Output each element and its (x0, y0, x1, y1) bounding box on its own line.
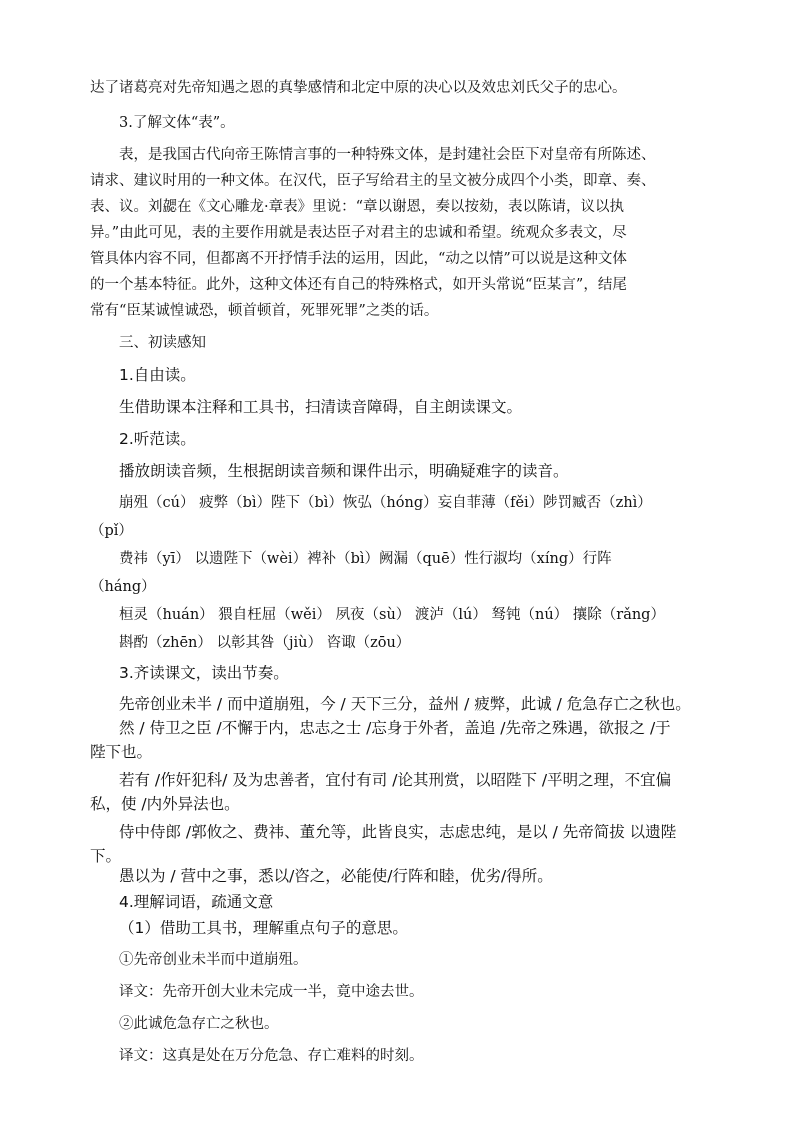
pronunciation-line: 崩殂（cú） 疲弊（bì）陛下（bì）恢弘（hóng）妄自菲薄（fěi）陟罚臧否（zhì） (119, 495, 652, 511)
rhythm-line: 若有 /作奸犯科/ 及为忠善者，宜付有司 /论其刑赏，以昭陛下 /平明之理，不宜偏 (119, 771, 672, 789)
paragraph-line: 表、议。刘勰在《文心雕龙·章表》里说：“章以谢恩，奏以按劾，表以陈请，议以执 (90, 199, 625, 215)
rhythm-line: 私，使 /内外异法也。 (90, 795, 240, 813)
rhythm-line: 先帝创业未半 / 而中道崩殂，今 / 天下三分，益州 / 疲弊，此诚 / 危急存亡之秋也。 (119, 695, 691, 713)
section-heading: 3.齐读课文，读出节奏。 (119, 664, 289, 682)
pronunciation-line: 斟酌（zhēn） 以彰其咎（jiù） 咨诹（zōu） (119, 635, 411, 651)
pronunciation-line: （háng） (90, 579, 156, 595)
paragraph-line: 的一个基本特征。此外，这种文体还有自己的特殊格式，如开头常说“臣某言”，结尾 (90, 277, 627, 293)
paragraph-line: 生借助课本注释和工具书，扫清读音障碍，自主朗读课文。 (119, 398, 523, 416)
section-heading: 3.了解文体“表”。 (119, 115, 235, 131)
pronunciation-line: 桓灵（huán） 猥自枉屈（wěi） 夙夜（sù） 渡泸（lú） 驽钝（nú） 攘除（rǎng） (119, 607, 665, 623)
paragraph-line: 达了诸葛亮对先帝知遇之恩的真挚感情和北定中原的决心以及效忠刘氏父子的忠心。 (90, 80, 627, 96)
section-heading: 4.理解词语，疏通文意 (119, 893, 274, 911)
translation-line: 译文：先帝开创大业未完成一半，竟中途去世。 (119, 984, 424, 1000)
rhythm-line: 陛下也。 (90, 743, 153, 761)
translation-line: 译文：这真是处在万分危急、存亡难料的时刻。 (119, 1048, 424, 1064)
paragraph-line: 播放朗读音频，生根据朗读音频和课件出示，明确疑难字的读音。 (119, 462, 569, 480)
paragraph-line: 常有“臣某诚惶诚恐，顿首顿首，死罪死罪”之类的话。 (90, 303, 439, 319)
pronunciation-line: 费祎（yī） 以遗陛下（wèi）裨补（bì）阙漏（quē）性行淑均（xíng）行阵 (119, 551, 612, 567)
section-heading: 2.听范读。 (119, 430, 196, 448)
paragraph-line: （1）借助工具书，理解重点句子的意思。 (119, 919, 408, 937)
rhythm-line: 侍中侍郎 /郭攸之、费祎、董允等，此皆良实，志虑忠纯，是以 / 先帝简拔 以遗陛 (119, 823, 677, 841)
rhythm-line: 愚以为 / 营中之事，悉以/咨之，必能使/行阵和睦，优劣/得所。 (119, 867, 553, 885)
paragraph-line: 表，是我国古代向帝王陈情言事的一种特殊文体，是封建社会臣下对皇帝有所陈述、 (119, 147, 656, 163)
paragraph-line: 异。”由此可见，表的主要作用就是表达臣子对君主的忠诚和希望。统观众多表文，尽 (90, 225, 627, 241)
rhythm-line: 下。 (90, 847, 122, 865)
example-sentence: ②此诚危急存亡之秋也。 (119, 1016, 279, 1032)
pronunciation-line: （pǐ） (90, 523, 133, 539)
example-sentence: ①先帝创业未半而中道崩殂。 (119, 952, 308, 968)
section-heading: 1.自由读。 (119, 366, 196, 384)
paragraph-line: 请求、建议时用的一种文体。在汉代，臣子写给君主的呈文被分成四个小类，即章、奏、 (90, 173, 656, 189)
paragraph-line: 管具体内容不同，但都离不开抒情手法的运用，因此，“动之以情”可以说是这种文体 (90, 251, 627, 267)
rhythm-line: 然 / 侍卫之臣 /不懈于内，忠志之士 /忘身于外者，盖追 /先帝之殊遇，欲报之 /于 (119, 719, 671, 737)
section-heading: 三、初读感知 (119, 335, 206, 351)
